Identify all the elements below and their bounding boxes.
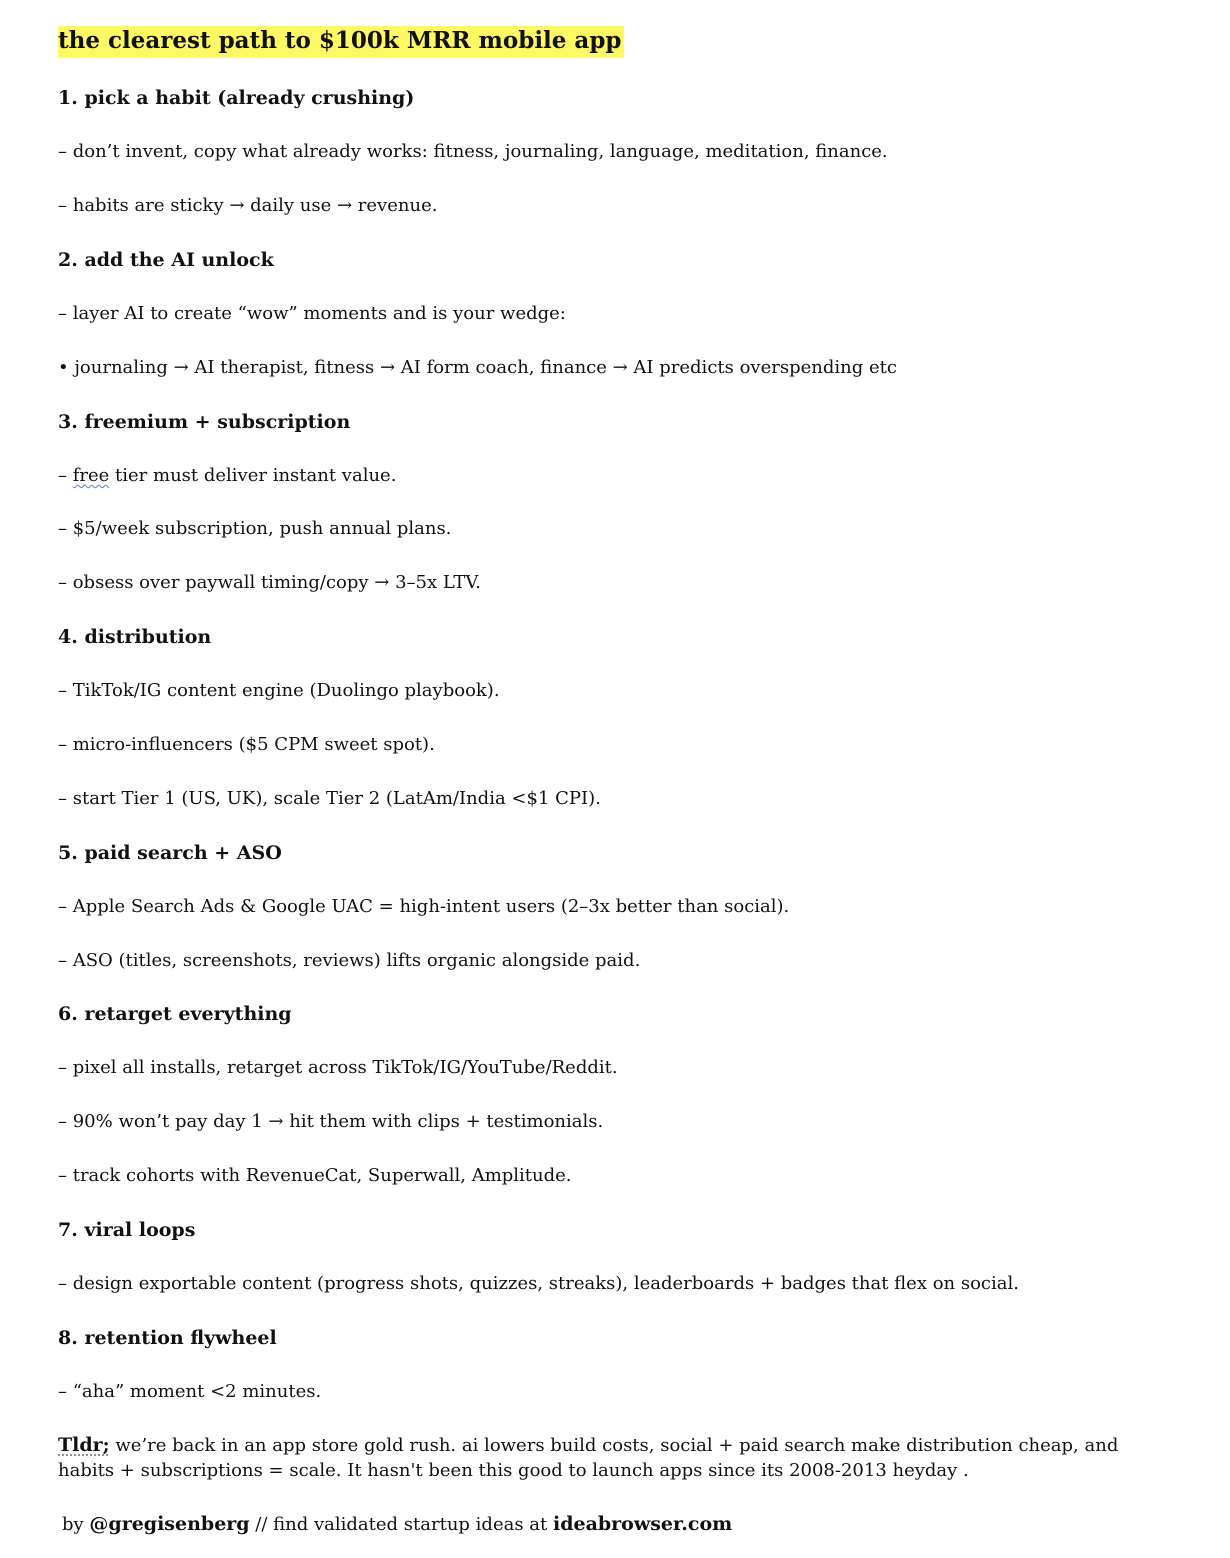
section-3-item-1	[58, 464, 396, 488]
section-1-item-2: – habits are sticky → daily use → revenue.	[58, 195, 438, 216]
section-3-item-3: – obsess over paywall timing/copy → 3–5x LTV.	[58, 572, 481, 593]
section-3-item-2: – $5/week subscription, push annual plans.	[58, 518, 452, 539]
section-8-heading: 8. retention flywheel	[58, 1327, 277, 1349]
byline-middle: // find validated startup ideas at	[249, 1514, 553, 1535]
section-4-item-1: – TikTok/IG content engine (Duolingo playbook).	[58, 680, 500, 701]
byline	[62, 1512, 732, 1537]
item-text: tier must deliver instant value.	[109, 465, 397, 486]
section-4-heading: 4. distribution	[58, 626, 212, 648]
section-5-item-1: – Apple Search Ads & Google UAC = high-intent users (2–3x better than social).	[58, 896, 790, 917]
section-7-heading: 7. viral loops	[58, 1219, 196, 1241]
section-7-item-1: – design exportable content (progress shots, quizzes, streaks), leaderboards + badges that flex on social.	[58, 1273, 1019, 1294]
tldr-text: we’re back in an app store gold rush. ai lowers build costs, social + paid search make distribution cheap, and habits + subscriptions = scale. It hasn't been this good to launch apps since its 2008-2013 heyday .	[58, 1435, 1119, 1481]
spellcheck-word[interactable]: free	[72, 465, 110, 486]
section-6-item-1: – pixel all installs, retarget across TikTok/IG/YouTube/Reddit.	[58, 1057, 618, 1078]
section-6-item-2: – 90% won’t pay day 1 → hit them with clips + testimonials.	[58, 1111, 604, 1132]
tldr-paragraph	[58, 1433, 1158, 1483]
section-5-item-2: – ASO (titles, screenshots, reviews) lifts organic alongside paid.	[58, 950, 641, 971]
section-4-item-2: – micro-influencers ($5 CPM sweet spot).	[58, 734, 435, 755]
byline-prefix: by	[62, 1514, 90, 1535]
section-1-item-1: – don’t invent, copy what already works: fitness, journaling, language, meditation, finance.	[58, 141, 888, 162]
section-6-heading: 6. retarget everything	[58, 1003, 292, 1025]
section-5-heading: 5. paid search + ASO	[58, 842, 282, 864]
section-6-item-3: – track cohorts with RevenueCat, Superwall, Amplitude.	[58, 1165, 572, 1186]
section-2-heading: 2. add the AI unlock	[58, 249, 274, 271]
section-2-item-1: – layer AI to create “wow” moments and is your wedge:	[58, 303, 566, 324]
section-4-item-3: – start Tier 1 (US, UK), scale Tier 2 (LatAm/India <$1 CPI).	[58, 788, 601, 809]
section-3-heading: 3. freemium + subscription	[58, 411, 351, 433]
document-title: the clearest path to $100k MRR mobile app	[58, 26, 624, 58]
section-1-heading: 1. pick a habit (already crushing)	[58, 87, 415, 109]
section-2-item-2: • journaling → AI therapist, fitness → AI form coach, finance → AI predicts overspending etc	[58, 357, 897, 378]
author-handle: @gregisenberg	[89, 1513, 250, 1535]
website-link: ideabrowser.com	[552, 1513, 733, 1535]
tldr-label: Tldr;	[58, 1434, 110, 1456]
section-8-item-1: – “aha” moment <2 minutes.	[58, 1381, 322, 1402]
item-dash: –	[58, 465, 73, 486]
